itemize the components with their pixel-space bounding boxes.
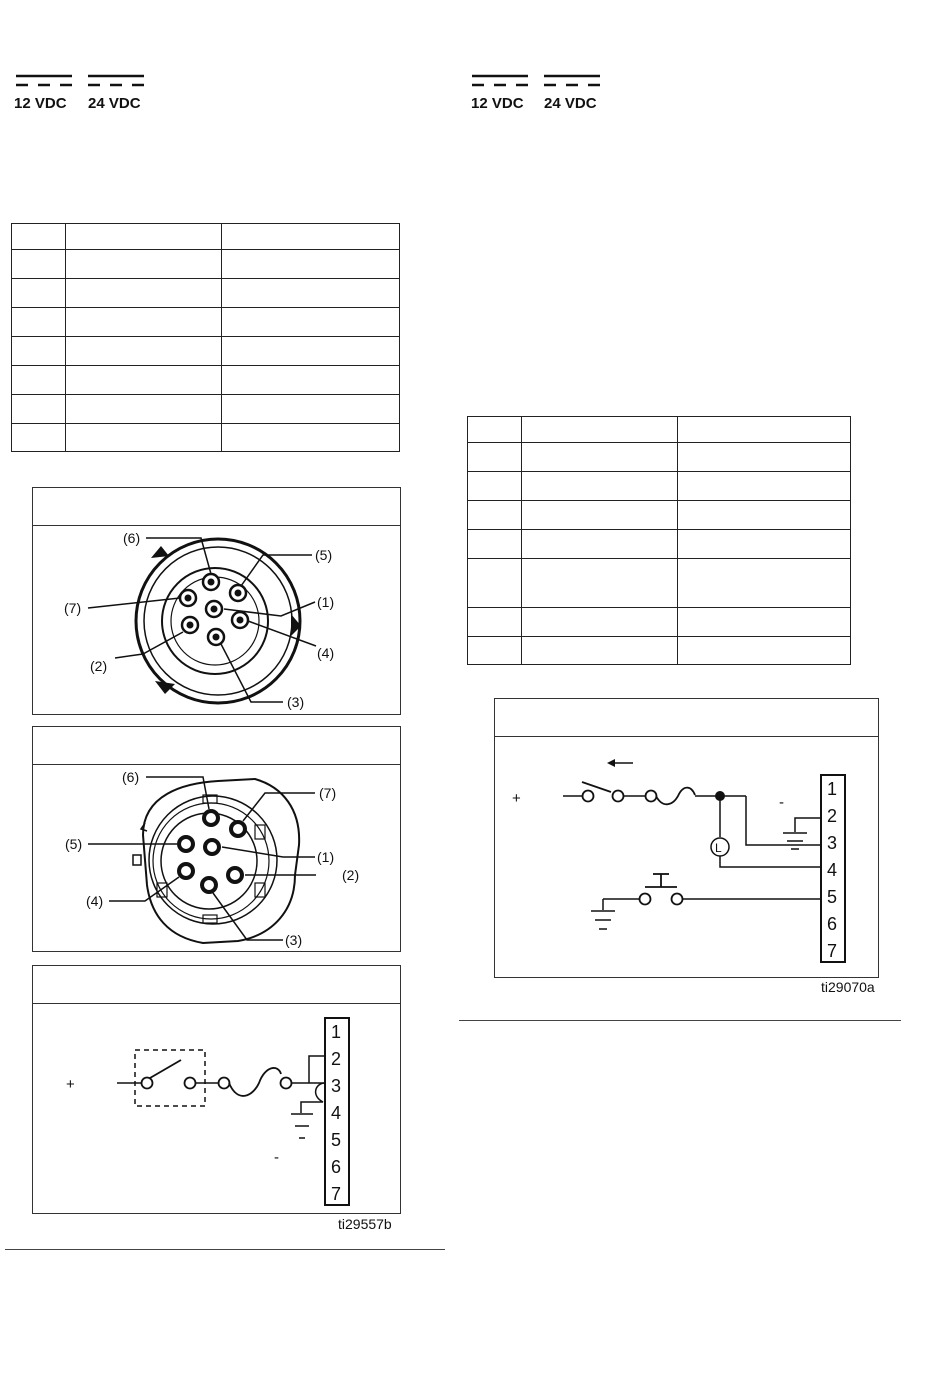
table-row <box>12 424 400 452</box>
pin-label: (3) <box>287 694 305 710</box>
fuse-icon <box>229 1068 281 1096</box>
table-row <box>468 472 851 501</box>
terminal-label: 2 <box>331 1049 342 1069</box>
connector-node-icon <box>646 791 657 802</box>
wiring-panel-right <box>494 698 879 978</box>
lamp-label: L <box>715 841 722 855</box>
pin-5 <box>179 837 193 851</box>
connector-panel-top <box>32 487 401 715</box>
table-row <box>468 417 851 443</box>
pin-label: (2) <box>342 867 360 883</box>
table-row <box>468 559 851 608</box>
plus-sign: + <box>66 1076 75 1093</box>
switch-lever-icon <box>150 1060 181 1078</box>
wiring-diagram-left <box>33 1004 400 1213</box>
pin-2 <box>228 868 242 882</box>
table-row <box>468 608 851 637</box>
figure-id: ti29557b <box>338 1216 392 1232</box>
table-row <box>12 224 400 250</box>
pin-label: (4) <box>86 893 104 909</box>
ground-icon <box>783 833 807 849</box>
fuse-icon <box>656 788 695 805</box>
pin-label: (1) <box>317 594 335 610</box>
pin-1 <box>205 840 219 854</box>
wiring-panel-left <box>32 965 401 1214</box>
section-divider <box>459 1020 901 1021</box>
terminal-label: 3 <box>331 1076 342 1096</box>
table-row <box>12 366 400 395</box>
pin-label: (6) <box>122 769 140 785</box>
pin-label: (7) <box>319 785 337 801</box>
wiring-diagram-right <box>495 737 878 977</box>
terminal-label: 1 <box>827 779 838 799</box>
connector-inner-ring <box>144 547 292 695</box>
pin-label: (6) <box>123 530 141 546</box>
pin-7 <box>231 822 245 836</box>
terminal-label: 7 <box>331 1184 342 1204</box>
terminal-label: 2 <box>827 806 838 826</box>
switch-contact-icon <box>142 1078 153 1089</box>
figure-id: ti29070a <box>821 979 875 995</box>
terminal-label: 4 <box>827 860 838 880</box>
terminal-label: 7 <box>827 941 838 961</box>
panel-header <box>495 699 878 737</box>
panel-header <box>33 727 400 765</box>
right-pin-table <box>467 416 851 665</box>
dc-symbol-icon <box>14 72 149 90</box>
table-row <box>468 443 851 472</box>
pin-label: (2) <box>90 658 108 674</box>
terminal-label: 1 <box>331 1022 342 1042</box>
pin-4 <box>179 864 193 878</box>
terminal-label: 6 <box>827 914 838 934</box>
plus-sign: + <box>512 790 521 807</box>
table-row <box>468 530 851 559</box>
button-contact-icon <box>672 894 683 905</box>
minus-sign: - <box>274 1149 279 1166</box>
switch-contact-icon <box>613 791 624 802</box>
switch-contact-icon <box>185 1078 196 1089</box>
switch-contact-icon <box>583 791 594 802</box>
connector-diagram-bottom <box>33 765 400 951</box>
connector-outer-ring <box>136 539 300 703</box>
table-row <box>12 250 400 279</box>
push-button-icon <box>645 874 677 887</box>
table-row <box>12 337 400 366</box>
terminal-label: 6 <box>331 1157 342 1177</box>
table-row <box>12 395 400 424</box>
ground-icon <box>291 1114 313 1138</box>
left-pin-table <box>11 223 400 452</box>
pin-label: (4) <box>317 645 335 661</box>
panel-header <box>33 488 400 526</box>
connector-node-icon <box>219 1078 230 1089</box>
pin-label: (1) <box>317 849 335 865</box>
terminal-label: 3 <box>827 833 838 853</box>
voltage-12vdc-label: 12 VDC <box>471 95 524 112</box>
minus-sign: - <box>779 794 784 811</box>
panel-header <box>33 966 400 1004</box>
terminal-label: 5 <box>331 1130 342 1150</box>
pin-label: (5) <box>315 547 333 563</box>
dc-symbol-icon <box>470 72 605 90</box>
ground-icon <box>591 911 615 929</box>
connector-panel-bottom <box>32 726 401 952</box>
section-divider <box>5 1249 445 1250</box>
pin-label: (3) <box>285 932 303 948</box>
table-row <box>12 279 400 308</box>
voltage-24vdc-label: 24 VDC <box>88 95 141 112</box>
voltage-24vdc-label: 24 VDC <box>544 95 597 112</box>
terminal-label: 5 <box>827 887 838 907</box>
pin-6 <box>204 811 218 825</box>
table-row <box>12 308 400 337</box>
pin-3 <box>202 878 216 892</box>
voltage-12vdc-label: 12 VDC <box>14 95 67 112</box>
button-contact-icon <box>640 894 651 905</box>
table-row <box>468 637 851 665</box>
connector-diagram-top <box>33 526 400 714</box>
table-row <box>468 501 851 530</box>
pin-label: (5) <box>65 836 83 852</box>
terminal-label: 4 <box>331 1103 342 1123</box>
connector-node-icon <box>281 1078 292 1089</box>
pin-label: (7) <box>64 600 82 616</box>
